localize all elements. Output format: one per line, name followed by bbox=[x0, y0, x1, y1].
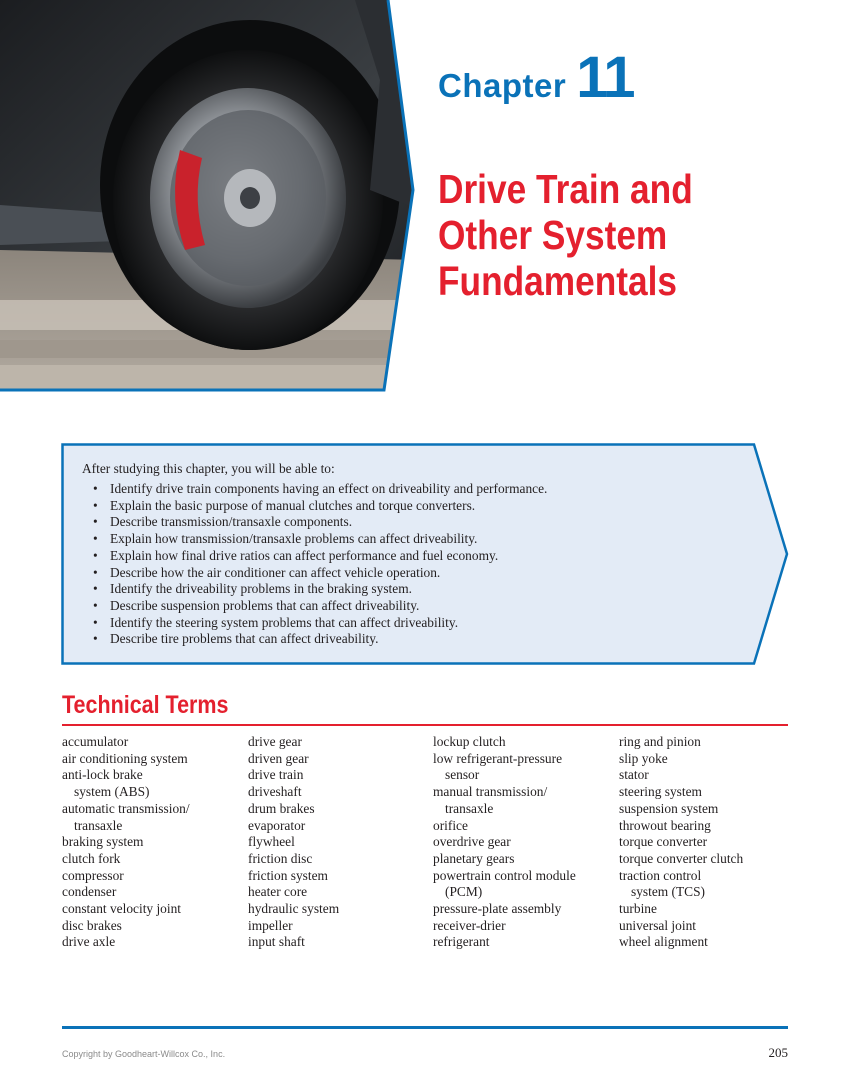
technical-term-text: heater core bbox=[248, 884, 308, 900]
technical-term bbox=[62, 801, 242, 834]
technical-term bbox=[62, 767, 242, 800]
technical-term bbox=[619, 918, 799, 935]
technical-term-text: stator bbox=[619, 767, 649, 783]
copyright-notice: Copyright by Goodheart-Willcox Co., Inc. bbox=[62, 1049, 226, 1059]
objectives-list bbox=[82, 481, 762, 648]
technical-term bbox=[248, 934, 428, 951]
technical-term bbox=[619, 734, 799, 751]
technical-term bbox=[62, 851, 242, 868]
technical-term-text: lockup clutch bbox=[433, 734, 506, 749]
technical-term bbox=[619, 801, 799, 818]
technical-term-text: throwout bearing bbox=[619, 817, 711, 833]
technical-term bbox=[62, 734, 242, 751]
technical-term bbox=[62, 834, 242, 851]
technical-term-text: manual transmission/ bbox=[433, 784, 548, 800]
technical-term bbox=[248, 801, 428, 818]
technical-term-text: disc brakes bbox=[62, 917, 122, 933]
technical-term bbox=[248, 901, 428, 918]
technical-term bbox=[62, 918, 242, 935]
technical-term bbox=[619, 934, 799, 951]
technical-term bbox=[619, 851, 799, 868]
chapter-title-line: Other System bbox=[438, 212, 668, 258]
technical-term-text: powertrain control module bbox=[433, 867, 576, 883]
terms-column-3 bbox=[433, 734, 613, 951]
technical-term bbox=[433, 734, 613, 751]
objective-item: • Identify the steering system problems that can affect driveability. bbox=[93, 615, 762, 632]
technical-term-text: air conditioning system bbox=[62, 750, 188, 766]
technical-term-text: driveshaft bbox=[248, 784, 302, 800]
technical-term bbox=[433, 818, 613, 835]
technical-term bbox=[248, 767, 428, 784]
technical-term bbox=[433, 918, 613, 935]
technical-term-text: drive train bbox=[248, 767, 304, 783]
technical-term-continuation: system (ABS) bbox=[74, 784, 150, 800]
technical-term-text: ring and pinion bbox=[619, 734, 701, 749]
technical-term-text: constant velocity joint bbox=[62, 901, 182, 917]
chapter-hero-image bbox=[0, 0, 420, 395]
technical-term-text: clutch fork bbox=[62, 850, 121, 866]
objective-item: • Explain how final drive ratios can affect performance and fuel economy. bbox=[93, 548, 762, 565]
technical-term-text: driven gear bbox=[248, 750, 309, 766]
objective-item: • Identify drive train components having an effect on driveability and performance. bbox=[93, 481, 762, 498]
technical-term-text: refrigerant bbox=[433, 934, 490, 950]
footer-divider bbox=[62, 1026, 788, 1029]
technical-term bbox=[248, 751, 428, 768]
technical-term bbox=[433, 934, 613, 951]
technical-term bbox=[433, 851, 613, 868]
technical-term-text: drive gear bbox=[248, 734, 302, 749]
technical-term-continuation: transaxle bbox=[74, 817, 123, 833]
technical-terms-heading: Technical Terms bbox=[62, 691, 229, 719]
technical-term-continuation: sensor bbox=[445, 767, 480, 783]
technical-term bbox=[62, 901, 242, 918]
technical-term-text: steering system bbox=[619, 784, 702, 800]
technical-term bbox=[248, 818, 428, 835]
technical-term-text: overdrive gear bbox=[433, 834, 511, 850]
technical-term-continuation: (PCM) bbox=[445, 884, 483, 900]
technical-term bbox=[248, 834, 428, 851]
technical-term bbox=[248, 918, 428, 935]
technical-term bbox=[619, 784, 799, 801]
technical-term-text: evaporator bbox=[248, 817, 306, 833]
technical-term bbox=[619, 818, 799, 835]
technical-term bbox=[62, 934, 242, 951]
technical-term bbox=[619, 767, 799, 784]
technical-term bbox=[248, 784, 428, 801]
technical-term-text: low refrigerant-pressure bbox=[433, 750, 563, 766]
objective-item: • Describe transmission/transaxle components. bbox=[93, 514, 762, 531]
objective-item: • Identify the driveability problems in the braking system. bbox=[93, 581, 762, 598]
technical-term bbox=[248, 851, 428, 868]
technical-term bbox=[433, 751, 613, 784]
technical-term-text: accumulator bbox=[62, 734, 129, 749]
chapter-title-line: Fundamentals bbox=[438, 258, 678, 304]
objective-item: • Explain the basic purpose of manual clutches and torque converters. bbox=[93, 498, 762, 515]
technical-term-text: condenser bbox=[62, 884, 117, 900]
objective-item: • Describe tire problems that can affect driveability. bbox=[93, 631, 762, 648]
technical-term-text: hydraulic system bbox=[248, 901, 340, 917]
technical-term-text: universal joint bbox=[619, 917, 696, 933]
technical-term bbox=[619, 751, 799, 768]
chapter-number: 11 bbox=[576, 45, 634, 110]
chapter-title bbox=[438, 166, 782, 304]
technical-term-text: compressor bbox=[62, 867, 124, 883]
technical-term-text: receiver-drier bbox=[433, 917, 506, 933]
technical-term-text: planetary gears bbox=[433, 850, 515, 866]
technical-term-text: input shaft bbox=[248, 934, 305, 950]
chapter-title-line: Drive Train and bbox=[438, 166, 693, 212]
technical-term-text: slip yoke bbox=[619, 750, 668, 766]
terms-column-1 bbox=[62, 734, 242, 951]
technical-term-text: automatic transmission/ bbox=[62, 800, 190, 816]
technical-term-text: torque converter bbox=[619, 834, 708, 850]
learning-objectives-box bbox=[61, 443, 789, 665]
technical-term bbox=[433, 868, 613, 901]
technical-term bbox=[248, 884, 428, 901]
technical-term bbox=[433, 784, 613, 817]
objective-item: • Describe how the air conditioner can affect vehicle operation. bbox=[93, 565, 762, 582]
technical-term-text: suspension system bbox=[619, 800, 719, 816]
terms-column-2 bbox=[248, 734, 428, 951]
technical-term bbox=[62, 751, 242, 768]
technical-term bbox=[619, 834, 799, 851]
technical-term-text: braking system bbox=[62, 834, 144, 850]
technical-term-text: pressure-plate assembly bbox=[433, 901, 562, 917]
technical-term-text: wheel alignment bbox=[619, 934, 708, 950]
technical-term-text: friction system bbox=[248, 867, 328, 883]
technical-term bbox=[619, 901, 799, 918]
technical-term-text: flywheel bbox=[248, 834, 295, 850]
car-wheel-illustration bbox=[0, 0, 420, 395]
technical-term-continuation: transaxle bbox=[445, 800, 494, 816]
technical-term bbox=[619, 868, 799, 901]
technical-term bbox=[62, 868, 242, 885]
objective-item: • Explain how transmission/transaxle problems can affect driveability. bbox=[93, 531, 762, 548]
technical-term-text: impeller bbox=[248, 917, 293, 933]
technical-term-text: friction disc bbox=[248, 850, 313, 866]
technical-term-text: traction control bbox=[619, 867, 702, 883]
terms-divider bbox=[62, 724, 788, 726]
chapter-label: Chapter bbox=[438, 67, 567, 104]
technical-term-text: drive axle bbox=[62, 934, 116, 950]
technical-term bbox=[433, 834, 613, 851]
technical-term-text: torque converter clutch bbox=[619, 850, 744, 866]
objectives-intro: After studying this chapter, you will be able to: bbox=[82, 461, 335, 476]
technical-term bbox=[248, 868, 428, 885]
technical-term-text: orifice bbox=[433, 817, 468, 833]
terms-column-4 bbox=[619, 734, 799, 951]
page-number: 205 bbox=[768, 1045, 788, 1060]
chapter-heading bbox=[438, 44, 634, 111]
technical-term-text: turbine bbox=[619, 901, 657, 917]
objective-item: • Describe suspension problems that can affect driveability. bbox=[93, 598, 762, 615]
technical-term bbox=[62, 884, 242, 901]
technical-term bbox=[433, 901, 613, 918]
technical-term-text: anti-lock brake bbox=[62, 767, 143, 783]
technical-term-text: drum brakes bbox=[248, 800, 315, 816]
technical-term bbox=[248, 734, 428, 751]
technical-term-continuation: system (TCS) bbox=[631, 884, 706, 900]
